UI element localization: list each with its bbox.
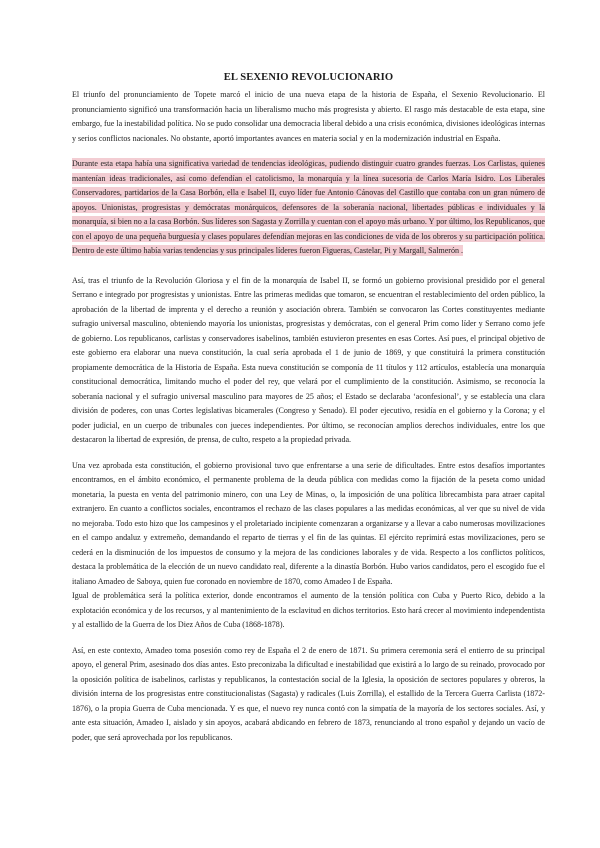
document-title: EL SEXENIO REVOLUCIONARIO	[223, 72, 394, 83]
highlighted-text: Durante esta etapa había una significativa variedad de tendencias ideológicas, pudiendo distinguir cuatro grandes fuerzas. Los Carlistas, quienes mantenían ideas tradicionales, así como defendían el catolicismo, la monarquía y la línea sucesoria de Carlos María Isidro. Los Liberales Conservadores, partidarios de la Casa Borbón, ella e Isabel II, cuyo líder fue Antonio Cánovas del Castillo que contaba con un gran número de apoyos. Unionistas, progresistas y demócratas monárquicos, defensores de la soberanía nacional, libertades públicas e individuales y la monarquía, si bien no a la casa Borbón. Sus líderes son Sagasta y Zorrilla y cuentan con el apoyo más urbano. Y por último, los Republicanos, que con el apoyo de una pequeña burguesía y clases populares defendían mejoras en las condiciones de vida de los obreros y su participación política. Dentro de este último había varias tendencias y sus principales líderes fueron Figueras, Castelar, Pi y Margall, Salmerón .	[72, 159, 545, 255]
paragraph-difficulties: Una vez aprobada esta constitución, el gobierno provisional tuvo que enfrentarse a una serie de dificultades. Entre estos desafíos importantes encontramos, en el ámbito económico, el permanente problema de la deuda pública con medidas como la fijación de la peseta como unidad monetaria, la puesta en venta del patrimonio minero, con una Ley de Minas, o, la imposición de una política librecambista para atraer capital extranjero. En cuanto a conflictos sociales, encontramos el rechazo de las clases populares a las medidas económicas, al ver que su nivel de vida no mejoraba. Todo esto hizo que los campesinos y el proletariado incipiente comenzaran a organizarse y a llevar a cabo numerosas movilizaciones en el campo andaluz y extremeño, demandando el reparto de tierras y el fin de las quintas. El ejército reprimirá estas movilizaciones, pero se cederá en la disminución de los impuestos de consumo y la mejora de las condiciones laborales y de vida. Respecto a los conflictos políticos, destaca la problemática de la elección de un nuevo candidato real, diferente a la dinastía Borbón. Hubo varios candidatos, pero el escogido fue el italiano Amadeo de Saboya, quien fue coronado en noviembre de 1870, como Amadeo I de España.	[72, 460, 545, 586]
paragraph-provisional-government: Así, tras el triunfo de la Revolución Gloriosa y el fin de la monarquía de Isabel II, se formó un gobierno provisional presidido por el general Serrano e integrado por progresistas y unionistas. Entre las primeras medidas que tomaron, se encuentran el restablecimiento del orden público, la aprobación de la libertad de imprenta y el derecho a reunión y asociación obrera. También se convocaron las Cortes constituyentes mediante sufragio universal masculino, obteniendo mayoría los unionistas, progresistas y demócratas, con el general Prim como líder y Serrano como jefe de gobierno. Los republicanos, carlistas y conservadores isabelinos, también estuvieron presentes en esas Cortes. Así pues, el principal objetivo de este gobierno era elaborar una nueva constitución, la cual sería aprobada el 1 de junio de 1869, y que constituirá la primera constitución propiamente democrática de la Historia de España. Esta nueva constitución se componía de 11 títulos y 112 artículos, establecía una monarquía constitucional democrática, limitando mucho el poder del rey, que velará por el cumplimiento de la constitución. Asimismo, se reconocía la soberanía nacional y el sufragio universal masculino para mayores de 25 años; el Estado se declaraba ‘aconfesional’, y se establecía una clara división de poderes, con unas Cortes legislativas bicamerales (Congreso y Senado). El poder ejecutivo, residía en el gobierno y la Corona; y el poder judicial, en un cuerpo de tribunales con jueces independientes. Por último, se reconocían amplios derechos individuales, entre los que destacaron la libertad de expresión, de prensa, de culto, respeto a la propiedad privada.	[72, 275, 545, 444]
paragraph-amadeo-reign: Así, en este contexto, Amadeo toma posesión como rey de España el 2 de enero de 1871. Su primera ceremonia será el entierro de su principal apoyo, el general Prim, asesinado dos días antes. Esto preconizaba la dificultad e inestabilidad que existirá a lo largo de su reinado, provocado por la oposición política de isabelinos, carlistas y republicanos, la contestación social de la Iglesia, la oposición de sectores populares y obreros, la división interna de los progresistas entre constitucionalistas (Sagasta) y radicales (Luis Zorrilla), el estallido de la Tercera Guerra Carlista (1872-1876), o la propia Guerra de Cuba mencionada. Y es que, el nuevo rey nunca contó con la simpatía de la mayoría de los sectores sociales. Así, y ante esta situación, Amadeo I, aislado y sin apoyos, acabará abdicando en febrero de 1873, renunciando al trono español y dejando un vacío de poder, que será aprovechada por los republicanos.	[72, 645, 545, 742]
paragraph-foreign-policy: Igual de problemática será la política exterior, donde encontramos el aumento de la tensión política con Cuba y Puerto Rico, debido a la explotación económica y de los recursos, y al mantenimiento de la esclavitud en dichos territorios. Esto hará crecer al movimiento independentista y al estallido de la Guerra de los Diez Años de Cuba (1868-1878).	[72, 591, 545, 629]
paragraph-intro: El triunfo del pronunciamiento de Topete marcó el inicio de una nueva etapa de la historia de España, el Sexenio Revolucionario. El pronunciamiento significó una transformación hacia un liberalismo mucho más progresista y abierto. El rasgo más destacable de esta etapa, sine embargo, fue la inestabilidad política. No se pudo consolidar una democracia liberal debido a una crisis económica, divisiones ideológicas internas y serios conflictos nacionales. No obstante, aportó importantes avances en materia social y en la modernización industrial en España.	[72, 90, 545, 143]
paragraph-ideological-forces	[72, 157, 545, 259]
